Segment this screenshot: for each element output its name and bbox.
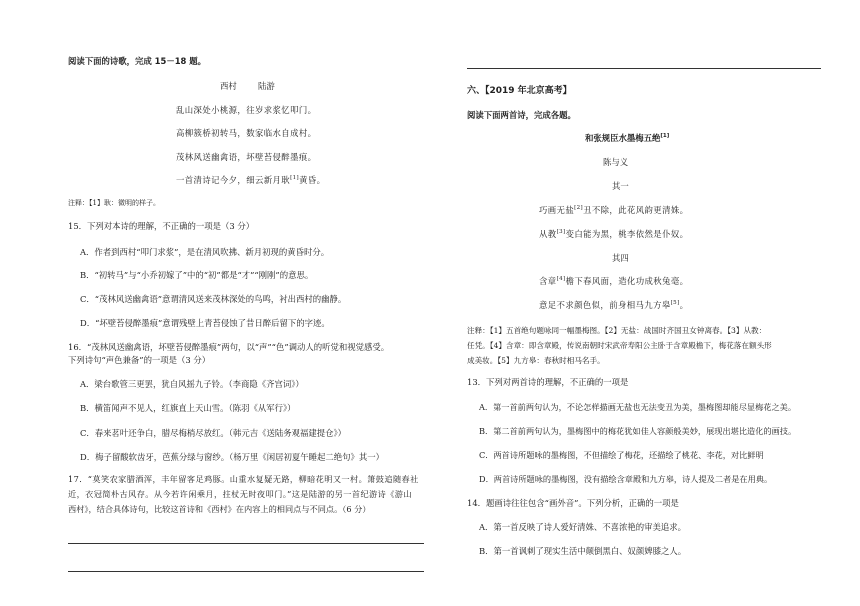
q14-option-a: A．第一首反映了诗人爱好清姝、不喜浓艳的审美追求。	[479, 522, 687, 532]
left-instruction: 阅读下面的诗歌，完成 15－18 题。	[68, 56, 207, 66]
q13-option-a: A．第一首前两句认为，不论怎样描画无盐也无法变丑为美，墨梅图却能尽显梅花之美。	[479, 402, 797, 412]
q16-option-d: D．梅子留酸软齿牙，芭蕉分绿与窗纱。（杨万里《闲居初夏午睡起二绝句》其一）	[80, 452, 385, 462]
poem-title: 西村	[220, 81, 237, 91]
poem-part-1: 其一	[612, 181, 629, 191]
q15-option-c: C．“茂林风送幽禽语”意谓清风送来茂林深处的鸟鸣，衬出西村的幽静。	[80, 294, 347, 304]
q13-option-b: B．第二首前两句认为，墨梅图中的梅花犹如佳人容颜般美妙，展现出堪比造化的画技。	[479, 426, 797, 436]
q17-line-3: 西村》，结合具体诗句，比较这首诗和《西村》在内容上的相同点与不同点。（6 分）	[68, 504, 371, 514]
left-note: 注释：【1】耿：微明的样子。	[68, 199, 160, 207]
q14-stem: 14．题画诗往往包含“画外音”。下列分析，正确的一项是	[467, 498, 679, 508]
q13-option-c: C．两首诗所题咏的墨梅图，不但描绘了梅花，还描绘了桃花、李花，对比鲜明	[479, 450, 764, 460]
q15-option-b: B．“初转马”与“小乔初嫁了”中的“初”都是“才”“刚刚”的意思。	[80, 270, 314, 280]
poem-line-1: 乱山深处小桃源，往岁求浆忆叩门。	[176, 105, 317, 115]
poem-line-2: 高柳簇桥初转马，数家临水自成村。	[176, 128, 317, 138]
q17-line-2: 近，衣冠简朴古风存。从今若许闲乘月，拄杖无时夜叩门。”这是陆游的另一首纪游诗《游山	[68, 489, 412, 499]
q15-stem: 15．下列对本诗的理解，不正确的一项是（3 分）	[68, 221, 255, 231]
answer-line-1[interactable]	[68, 543, 424, 544]
p1-line-2: 从教[3]变白能为黑，桃李依然是仆奴。	[539, 229, 689, 239]
q13-stem: 13．下列对两首诗的理解，不正确的一项是	[467, 377, 629, 387]
poem-line-4: 一首清诗记今夕，细云新月耿[1]黄昏。	[176, 175, 326, 185]
q16-stem-2: 下列诗句“声色兼备”的一项是（3 分）	[68, 355, 211, 365]
right-instruction: 阅读下面两首诗，完成各题。	[467, 110, 576, 120]
poem-part-2: 其四	[612, 253, 629, 263]
p1-line-1: 巧画无盐[2]丑不除，此花风韵更清姝。	[539, 205, 689, 215]
top-answer-line[interactable]	[467, 68, 821, 69]
section-heading: 六、【2019 年北京高考】	[467, 86, 572, 96]
q16-stem-1: 16．“茂林风送幽禽语，坏壁苔侵醉墨痕”两句，以“声”“色”调动人的听觉和视觉感受。	[68, 342, 390, 352]
right-note-1: 注释：【1】五首绝句题咏同一幅墨梅图。【2】无盐：战国时齐国丑女钟离春。【3】从教：	[467, 326, 767, 335]
q16-option-a: A．梁台歌管三更罢，犹自风摇九子铃。（李商隐《齐宫词》）	[80, 379, 304, 389]
q17-line-1: 17．“莫笑农家腊酒浑，丰年留客足鸡豚。山重水复疑无路，柳暗花明又一村。箫鼓追随春社	[68, 474, 419, 484]
q15-option-d: D．“坏壁苔侵醉墨痕”意谓残壁上青苔侵蚀了昔日醉后留下的字迹。	[80, 318, 330, 328]
q16-option-c: C．春来茗叶还争白，腊尽梅梢尽放红。（韩元吉《送陆务观福建提仓》）	[80, 428, 347, 438]
q13-option-d: D．两首诗所题咏的墨梅图，没有描绘含章殿和九方皋，诗人提及二者是在用典。	[479, 474, 773, 484]
p2-line-1: 含章[4]檐下春风面，造化功成秋兔毫。	[539, 276, 689, 286]
poem-line-3: 茂林风送幽禽语，坏壁苔侵醉墨痕。	[176, 152, 317, 162]
right-note-3: 成美妆。【5】九方皋：春秋时相马名手。	[467, 356, 605, 365]
p2-line-2: 意足不求颜色似，前身相马九方皋[5]。	[539, 300, 689, 310]
poem-author: 陆游	[258, 81, 275, 91]
poem-2-author: 陈与义	[603, 157, 629, 167]
answer-line-2[interactable]	[68, 571, 424, 572]
q15-option-a: A．作者到西村“叩门求浆”，是在清风吹拂、新月初现的黄昏时分。	[80, 247, 330, 257]
q16-option-b: B．横笛闻声不见人，红旗直上天山雪。（陈羽《从军行》）	[80, 403, 296, 413]
right-note-2: 任凭。【4】含章：即含章殿，传说南朝时宋武帝寿阳公主卧于含章殿檐下，梅花落在额头形	[467, 341, 772, 350]
q14-option-b: B．第一首讽刺了现实生活中颠倒黑白、奴颜婢膝之人。	[479, 546, 687, 556]
poem-2-title: 和张规臣水墨梅五绝[1]	[585, 133, 670, 143]
